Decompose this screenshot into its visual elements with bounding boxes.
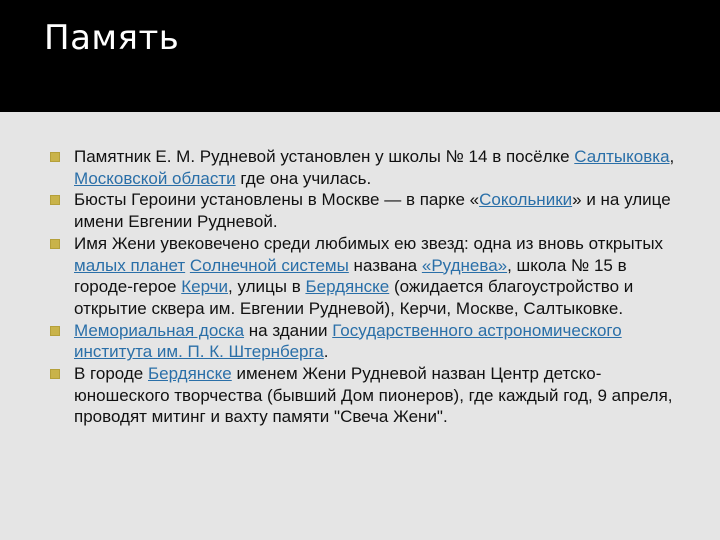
bullet-text: на здании: [244, 320, 333, 340]
bullet-item: [50, 320, 675, 363]
hyperlink[interactable]: Солнечной системы: [189, 255, 349, 275]
bullet-marker-icon: [50, 152, 60, 162]
bullet-text: » и на улице имени Евгении Рудневой.: [74, 190, 671, 232]
hyperlink[interactable]: Бердянске: [147, 364, 232, 384]
bullet-marker-icon: [50, 195, 60, 205]
hyperlink[interactable]: Сокольники: [479, 190, 573, 210]
content-area: [0, 112, 720, 540]
bullet-text: ,: [669, 147, 675, 166]
bullet-text: , школа № 15 в городе-герое: [74, 255, 627, 297]
hyperlink[interactable]: Салтыковка: [574, 147, 670, 166]
hyperlink[interactable]: Керчи: [181, 277, 229, 297]
hyperlink[interactable]: Государственного астрономического института им. П. К. Штернберга: [74, 320, 622, 362]
bullet-text: Памятник Е. М. Рудневой установлен у школы № 14 в посёлке: [74, 147, 575, 166]
hyperlink[interactable]: Мемориальная доска: [74, 320, 245, 340]
bullet-item: [50, 146, 675, 189]
bullet-text: .: [323, 342, 329, 362]
hyperlink[interactable]: «Руднева»: [421, 255, 508, 275]
bullet-marker-icon: [50, 239, 60, 249]
bullet-text: (ожидается благоустройство и открытие сквера им. Евгении Рудневой), Керчи, Москве, Салтыковке.: [74, 277, 634, 318]
bullet-text: Бюсты Героини установлены в Москве — в парке «: [74, 190, 480, 210]
bullet-text: именем Жени Рудневой назван Центр детско-юношеского творчества (бывший Дом пионеров), где каждый год, 9 апреля, проводят митинг и вахту памяти "Свеча Жени".: [74, 364, 673, 427]
slide-title: Память: [44, 18, 180, 58]
bullet-text: В городе: [74, 364, 148, 384]
hyperlink[interactable]: Бердянске: [305, 277, 390, 297]
bullet-text: где она училась.: [235, 168, 372, 188]
bullet-marker-icon: [50, 369, 60, 379]
bullet-marker-icon: [50, 326, 60, 336]
bullet-text: , улицы в: [228, 277, 306, 297]
bullet-item: [50, 363, 675, 428]
bullet-list: [50, 146, 675, 428]
bullet-text: Имя Жени увековечено среди любимых ею звезд: одна из вновь открытых: [74, 233, 664, 253]
hyperlink[interactable]: Московской области: [74, 168, 236, 188]
hyperlink[interactable]: малых планет: [74, 255, 186, 275]
bullet-item: [50, 189, 675, 232]
title-bar: [0, 0, 720, 112]
bullet-text: названа: [348, 255, 422, 275]
bullet-item: [50, 233, 675, 320]
